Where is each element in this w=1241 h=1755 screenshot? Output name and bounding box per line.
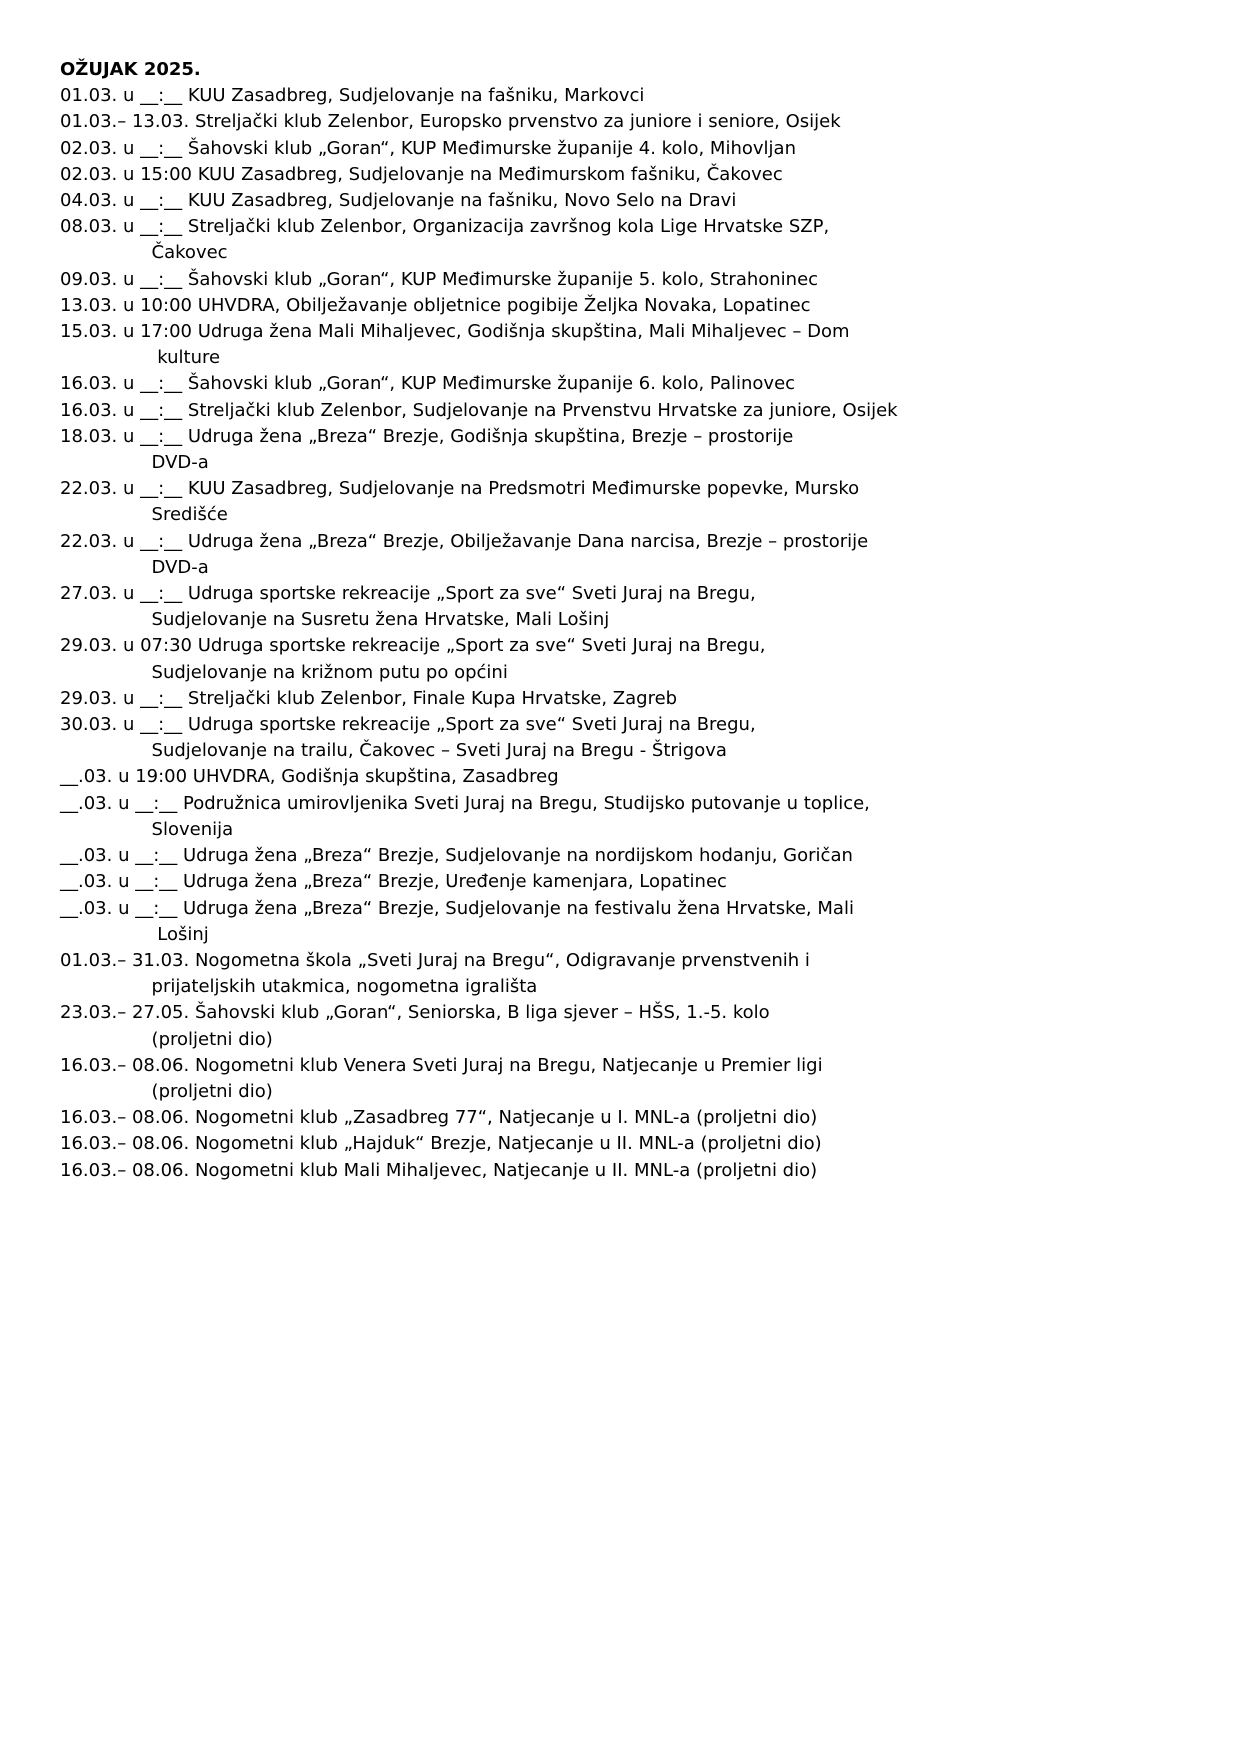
event-item: [60, 476, 1220, 528]
event-item: [60, 896, 1220, 948]
event-line-continuation: Središće: [60, 504, 228, 526]
event-line: __.03. u __:__ Udruga žena „Breza“ Brezje, Sudjelovanje na festivalu žena Hrvatske, Mali: [60, 897, 854, 919]
event-line: __.03. u __:__ Podružnica umirovljenika Sveti Juraj na Bregu, Studijsko putovanje u toplice,: [60, 792, 870, 814]
event-item: [60, 162, 1220, 188]
event-line-continuation: Čakovec: [60, 242, 228, 264]
event-line: 16.03.– 08.06. Nogometni klub „Zasadbreg 77“, Natjecanje u I. MNL-a (proljetni dio): [60, 1107, 818, 1129]
event-item: [60, 371, 1220, 397]
event-item: [60, 529, 1220, 581]
event-line: 01.03.– 13.03. Streljački klub Zelenbor, Europsko prvenstvo za juniore i seniore, Osijek: [60, 111, 841, 133]
event-line: __.03. u 19:00 UHVDRA, Godišnja skupština, Zasadbreg: [60, 766, 559, 788]
event-item: [60, 712, 1220, 764]
event-line: 22.03. u __:__ KUU Zasadbreg, Sudjelovanje na Predsmotri Međimurske popevke, Mursko: [60, 478, 860, 500]
event-line: 16.03.– 08.06. Nogometni klub Venera Sveti Juraj na Bregu, Natjecanje u Premier ligi: [60, 1054, 823, 1076]
event-item: [60, 214, 1220, 266]
event-line-continuation: kulture: [60, 347, 221, 369]
event-item: [60, 869, 1220, 895]
event-line: 16.03. u __:__ Šahovski klub „Goran“, KUP Međimurske županije 6. kolo, Palinovec: [60, 373, 796, 395]
event-line: 01.03. u __:__ KUU Zasadbreg, Sudjelovanje na fašniku, Markovci: [60, 85, 645, 107]
event-line-continuation: prijateljskih utakmica, nogometna igrališta: [60, 976, 538, 998]
event-line: 30.03. u __:__ Udruga sportske rekreacije „Sport za sve“ Sveti Juraj na Bregu,: [60, 714, 756, 736]
event-line: 23.03.– 27.05. Šahovski klub „Goran“, Seniorska, B liga sjever – HŠS, 1.-5. kolo: [60, 1002, 770, 1024]
event-line: 16.03. u __:__ Streljački klub Zelenbor, Sudjelovanje na Prvenstvu Hrvatske za juniore, Osijek: [60, 399, 898, 421]
page-title: OŽUJAK 2025.: [60, 59, 201, 80]
event-line: 18.03. u __:__ Udruga žena „Breza“ Brezje, Godišnja skupština, Brezje – prostorije: [60, 425, 794, 447]
event-line-continuation: Slovenija: [60, 818, 234, 840]
event-item: [60, 581, 1220, 633]
event-line-continuation: DVD-a: [60, 452, 209, 474]
event-item: [60, 686, 1220, 712]
event-line: 09.03. u __:__ Šahovski klub „Goran“, KUP Međimurske županije 5. kolo, Strahoninec: [60, 268, 819, 290]
event-line: 01.03.– 31.03. Nogometna škola „Sveti Juraj na Bregu“, Odigravanje prvenstvenih i: [60, 949, 810, 971]
event-item: [60, 398, 1220, 424]
event-item: [60, 1053, 1220, 1105]
event-item: [60, 424, 1220, 476]
event-line-continuation: Lošinj: [60, 923, 209, 945]
event-item: [60, 1131, 1220, 1157]
event-item: [60, 293, 1220, 319]
event-item: [60, 843, 1220, 869]
event-line: __.03. u __:__ Udruga žena „Breza“ Brezje, Sudjelovanje na nordijskom hodanju, Goričan: [60, 845, 853, 867]
event-line: 29.03. u 07:30 Udruga sportske rekreacije „Sport za sve“ Sveti Juraj na Bregu,: [60, 635, 766, 657]
event-item: [60, 1105, 1220, 1131]
event-line: 04.03. u __:__ KUU Zasadbreg, Sudjelovanje na fašniku, Novo Selo na Dravi: [60, 190, 737, 212]
event-item: [60, 948, 1220, 1000]
event-line: __.03. u __:__ Udruga žena „Breza“ Brezje, Uređenje kamenjara, Lopatinec: [60, 871, 727, 893]
event-item: [60, 136, 1220, 162]
event-item: [60, 1158, 1220, 1184]
event-item: [60, 791, 1220, 843]
event-line-continuation: (proljetni dio): [60, 1080, 273, 1102]
event-item: [60, 109, 1220, 135]
event-line: 02.03. u 15:00 KUU Zasadbreg, Sudjelovanje na Međimurskom fašniku, Čakovec: [60, 163, 783, 185]
event-item: [60, 319, 1220, 371]
event-line: 08.03. u __:__ Streljački klub Zelenbor, Organizacija završnog kola Lige Hrvatske SZP,: [60, 216, 830, 238]
event-item: [60, 764, 1220, 790]
event-item: [60, 1000, 1220, 1052]
event-line: 16.03.– 08.06. Nogometni klub Mali Mihaljevec, Natjecanje u II. MNL-a (proljetni dio): [60, 1159, 818, 1181]
event-item: [60, 633, 1220, 685]
event-line-continuation: (proljetni dio): [60, 1028, 273, 1050]
event-line: 02.03. u __:__ Šahovski klub „Goran“, KUP Međimurske županije 4. kolo, Mihovljan: [60, 137, 796, 159]
event-item: [60, 267, 1220, 293]
event-line: 16.03.– 08.06. Nogometni klub „Hajduk“ Brezje, Natjecanje u II. MNL-a (proljetni dio): [60, 1133, 822, 1155]
event-line: 29.03. u __:__ Streljački klub Zelenbor, Finale Kupa Hrvatske, Zagreb: [60, 687, 678, 709]
event-item: [60, 83, 1220, 109]
event-line: 13.03. u 10:00 UHVDRA, Obilježavanje obljetnice pogibije Željka Novaka, Lopatinec: [60, 294, 811, 316]
event-line-continuation: Sudjelovanje na Susretu žena Hrvatske, Mali Lošinj: [60, 609, 610, 631]
event-item: [60, 188, 1220, 214]
event-line-continuation: Sudjelovanje na križnom putu po općini: [60, 661, 508, 683]
event-line-continuation: Sudjelovanje na trailu, Čakovec – Sveti Juraj na Bregu - Štrigova: [60, 740, 727, 762]
event-list: [60, 83, 1220, 1184]
event-line: 22.03. u __:__ Udruga žena „Breza“ Brezje, Obilježavanje Dana narcisa, Brezje – prostorije: [60, 530, 869, 552]
event-line: 27.03. u __:__ Udruga sportske rekreacije „Sport za sve“ Sveti Juraj na Bregu,: [60, 583, 756, 605]
event-line-continuation: DVD-a: [60, 556, 209, 578]
event-line: 15.03. u 17:00 Udruga žena Mali Mihaljevec, Godišnja skupština, Mali Mihaljevec – Dom: [60, 321, 850, 343]
document-page: [60, 57, 1220, 1184]
